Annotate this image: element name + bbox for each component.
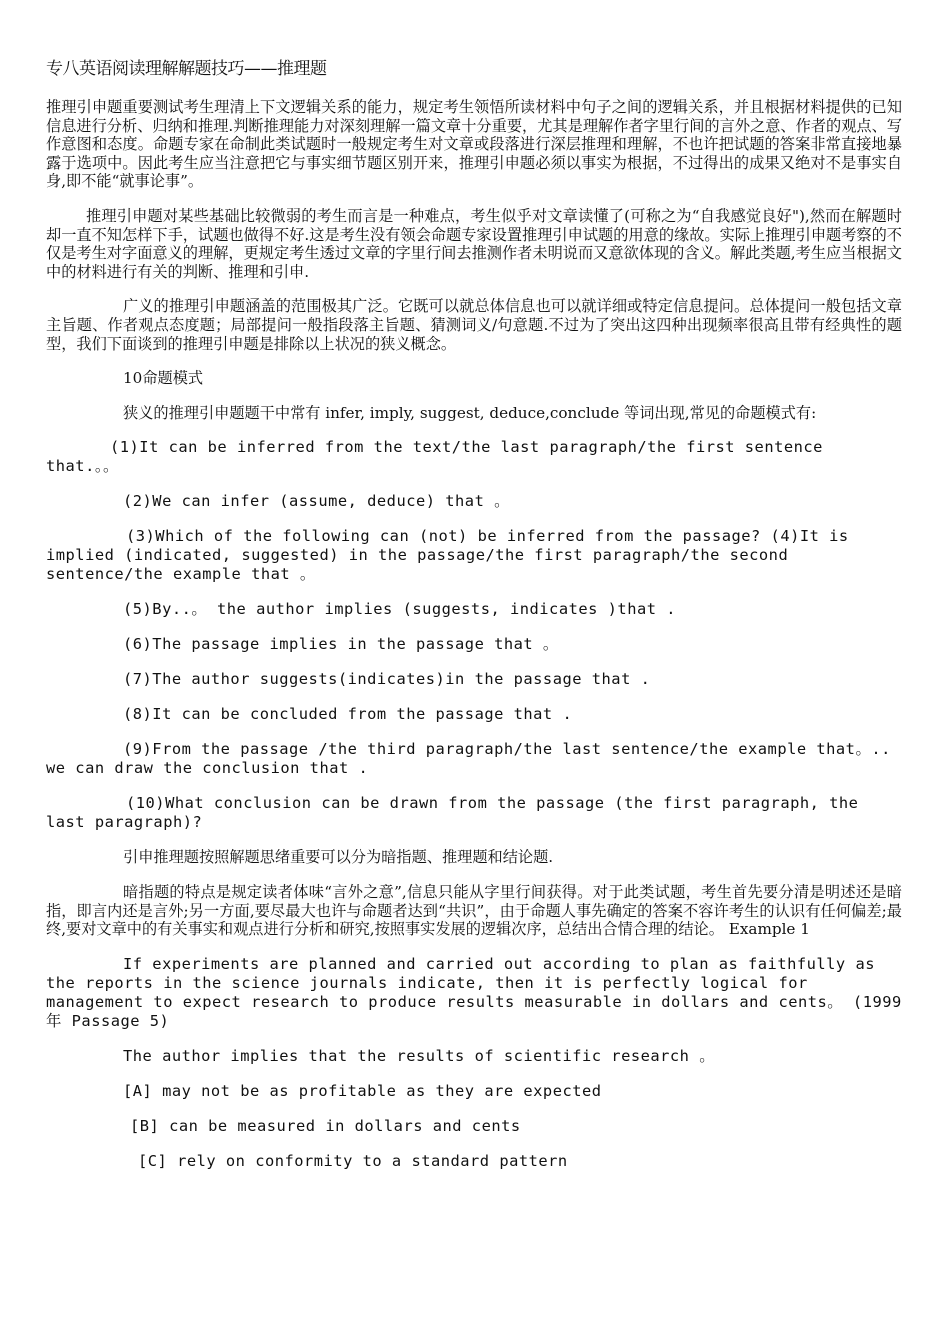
example-question: The author implies that the results of scientific research 。: [123, 1046, 716, 1065]
paragraph-pattern-intro: 狭义的推理引申题题干中常有 infer, imply, suggest, deduce,conclude 等词出现,常见的命题模式有:: [123, 403, 817, 422]
paragraph-classification: 引申推理题按照解题思绪重要可以分为暗指题、推理题和结论题.: [123, 848, 554, 867]
paragraph-implication-type: 暗指题的特点是规定读者体味“言外之意”,信息只能从字里行间获得。对于此类试题，考生首先要分清是明述还是暗指，即言内还是言外;另一方面,要尽最大也许与命题者达到“共识”，由于命题人事先确定的答案不容许考生的认识有任何偏差;最终,要对文章中的有关事实和观点进行分析和研究,按照事实发展的逻辑次序，总结出合情合理的结论。 Example 1: [46, 882, 902, 939]
paragraph-intro: 推理引申题重要测试考生理清上下文逻辑关系的能力，规定考生领悟所读材料中句子之间的逻辑关系，并且根据材料提供的已知信息进行分析、归纳和推理.判断推理能力对深刻理解一篇文章十分重要，尤其是理解作者字里行间的言外之意、作者的观点、写作意图和态度。命题专家在命制此类试题时一般规定考生对文章或段落进行深层推理和理解，不也许把试题的答案非常直接地暴露于选项中。因此考生应当注意把它与事实细节题区别开来，推理引申题必须以事实为根据，不过得出的成果又绝对不是事实自身,即不能“就事论事”。: [46, 98, 902, 191]
pattern-item-9: (9)From the passage /the third paragraph/the last sentence/the example that。.. we can draw the conclusion that .: [46, 740, 891, 778]
paragraph-difficulty: 推理引申题对某些基础比较微弱的考生而言是一种难点，考生似乎对文章读懂了(可称之为“自我感觉良好"),然而在解题时却一直不知怎样下手，试题也做得不好.这是考生没有领会命题专家设置推理引申试题的用意的缘故。实际上推理引申题考察的不仅是考生对字面意义的理解，更规定考生透过文章的字里行间去推测作者未明说而又意欲体现的含义。解此类题,考生应当根据文中的材料进行有关的判断、推理和引申.: [46, 206, 902, 281]
paragraph-scope: 广义的推理引申题涵盖的范围极其广泛。它既可以就总体信息也可以就详细或特定信息提问。总体提问一般包括文章主旨题、作者观点态度题；局部提问一般指段落主旨题、猜测词义/句意题.不过为了突出这四种出现频率很高且带有经典性的题型，我们下面谈到的推理引申题是排除以上状况的狭义概念。: [46, 297, 902, 353]
heading-question-patterns: 10命题模式: [123, 369, 204, 388]
option-c: [C] rely on conformity to a standard pattern: [138, 1151, 568, 1170]
option-a: [A] may not be as profitable as they are expected: [123, 1081, 602, 1100]
pattern-item-8: (8)It can be concluded from the passage that .: [123, 705, 573, 724]
pattern-item-1: (1)It can be inferred from the text/the last paragraph/the first sentence that.。。: [46, 438, 823, 476]
pattern-item-5: (5)By..。 the author implies (suggests, indicates )that .: [123, 600, 677, 619]
pattern-item-6: (6)The passage implies in the passage that 。: [123, 635, 559, 654]
pattern-item-3-4: (3)Which of the following can (not) be inferred from the passage? (4)It is implied (indicated, suggested) in the passage/the first paragraph/the second sentence/the example that 。: [46, 527, 849, 584]
document-title: 专八英语阅读理解解题技巧——推理题: [46, 59, 327, 79]
pattern-item-2: (2)We can infer (assume, deduce) that 。: [123, 492, 510, 511]
option-b: [B] can be measured in dollars and cents: [130, 1116, 521, 1135]
pattern-item-7: (7)The author suggests(indicates)in the passage that .: [123, 670, 651, 689]
example-passage: If experiments are planned and carried out according to plan as faithfully as the reports in the science journals indicate, then it is perfectly logical for management to expect research to produce results measurable in dollars and cents。 (1999年 Passage 5): [46, 954, 902, 1030]
pattern-item-10: (10)What conclusion can be drawn from the passage (the first paragraph, the last paragraph)?: [46, 794, 859, 832]
document-page: [46, 58, 902, 1187]
